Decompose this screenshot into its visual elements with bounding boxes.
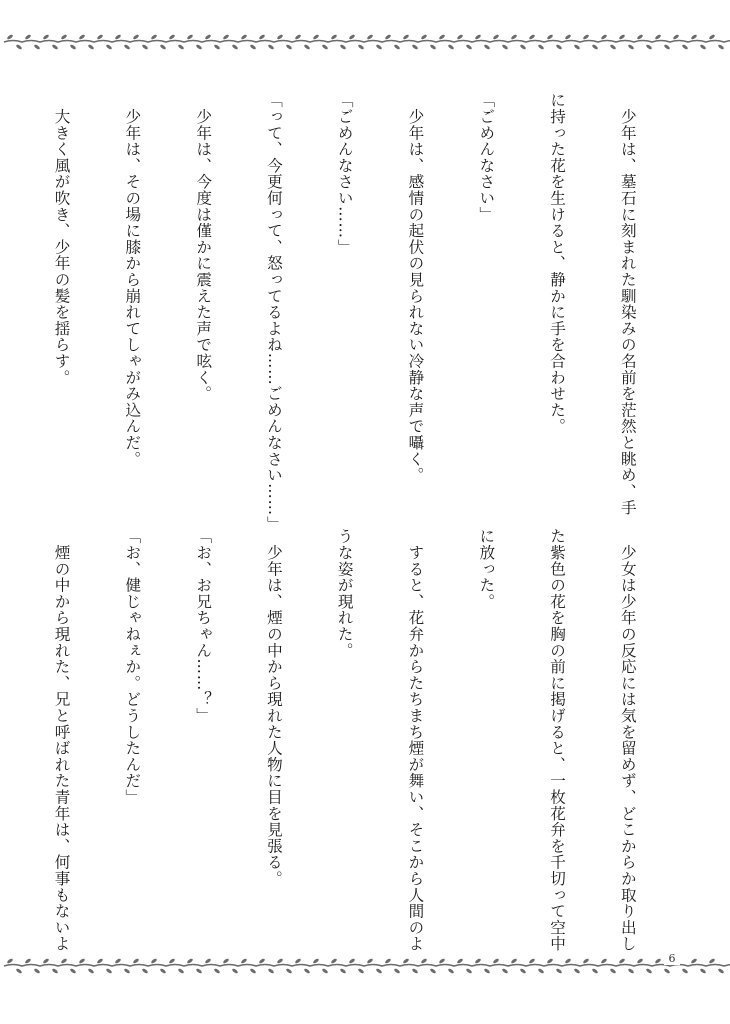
vine-leaf bbox=[357, 968, 364, 974]
vine-leaf bbox=[393, 968, 400, 974]
text-line: 「お、健じゃねぇか。どうしたんだ」 bbox=[123, 528, 142, 806]
vine-leaf bbox=[339, 968, 346, 974]
vine-leaf bbox=[465, 968, 472, 974]
vine-leaf bbox=[303, 44, 310, 50]
text-line: 「って、今更何って、怒ってるよね……ごめんなさい……」 bbox=[264, 92, 283, 533]
vine-leaf bbox=[258, 958, 265, 964]
vine-leaf bbox=[708, 34, 715, 40]
upper-text-block bbox=[52, 92, 686, 533]
vine-leaf bbox=[42, 34, 49, 40]
vine-leaf bbox=[528, 34, 535, 40]
vine-leaf bbox=[303, 968, 310, 974]
vine-leaf bbox=[384, 958, 391, 964]
vine-leaf bbox=[114, 958, 121, 964]
vine-leaf bbox=[42, 958, 49, 964]
vine-leaf bbox=[285, 44, 292, 50]
vine-leaf bbox=[591, 968, 598, 974]
text-line: 「お、お兄ちゃん……？」 bbox=[194, 528, 213, 724]
vine-leaf bbox=[699, 44, 706, 50]
vine-leaf bbox=[447, 44, 454, 50]
vine-leaf bbox=[330, 34, 337, 40]
vine-leaf bbox=[366, 34, 373, 40]
text-line: 少年は、感情の起伏の見られない冷静な声で囁く。 bbox=[406, 92, 425, 484]
vine-leaf bbox=[186, 34, 193, 40]
vine-leaf bbox=[681, 968, 688, 974]
top-vine-border bbox=[0, 30, 730, 54]
vine-leaf bbox=[429, 44, 436, 50]
vine-leaf bbox=[663, 44, 670, 50]
vine-leaf bbox=[123, 44, 130, 50]
text-line: 少女は少年の反応には気を留めず、どこからか取り出し bbox=[618, 528, 637, 952]
vine-leaf bbox=[231, 968, 238, 974]
vine-leaf bbox=[474, 34, 481, 40]
text-line: 少年は、今度は僅かに震えた声で呟く。 bbox=[194, 92, 213, 402]
vine-leaf bbox=[555, 968, 562, 974]
vine-leaf bbox=[456, 958, 463, 964]
vine-leaf bbox=[231, 44, 238, 50]
vine-leaf bbox=[276, 958, 283, 964]
vine-leaf bbox=[402, 958, 409, 964]
vine-leaf bbox=[663, 968, 670, 974]
vine-leaf bbox=[51, 968, 58, 974]
vine-leaf bbox=[528, 958, 535, 964]
vine-leaf bbox=[159, 44, 166, 50]
vine-leaf bbox=[168, 958, 175, 964]
vine-leaf bbox=[564, 34, 571, 40]
vine-leaf bbox=[195, 968, 202, 974]
vine-leaf bbox=[645, 44, 652, 50]
vine-leaf bbox=[240, 958, 247, 964]
vine-leaf bbox=[177, 44, 184, 50]
text-line: 「ごめんなさい」 bbox=[477, 92, 496, 223]
text-line: た紫色の花を胸の前に掲げると、一枚花弁を千切って空中 bbox=[548, 528, 567, 952]
vine-leaf bbox=[33, 44, 40, 50]
vine-leaf bbox=[510, 34, 517, 40]
vine-leaf bbox=[150, 958, 157, 964]
vine-leaf bbox=[717, 968, 724, 974]
vine-leaf bbox=[213, 44, 220, 50]
vine-leaf bbox=[177, 968, 184, 974]
vine-leaf bbox=[492, 34, 499, 40]
text-line: 少年は、煙の中から現れた人物に目を見張る。 bbox=[264, 528, 283, 887]
vine-leaf bbox=[60, 958, 67, 964]
vine-leaf bbox=[483, 44, 490, 50]
vine-leaf bbox=[6, 34, 13, 40]
lower-text-block bbox=[52, 528, 686, 952]
text-line bbox=[0, 92, 2, 506]
vine-leaf bbox=[483, 968, 490, 974]
vine-leaf bbox=[33, 968, 40, 974]
vine-leaf bbox=[348, 34, 355, 40]
vine-leaf bbox=[267, 44, 274, 50]
text-line bbox=[0, 528, 2, 938]
vine-leaf bbox=[690, 958, 697, 964]
vine-leaf bbox=[465, 44, 472, 50]
text-line: に放った。 bbox=[477, 528, 496, 610]
vine-leaf bbox=[564, 958, 571, 964]
vine-leaf bbox=[96, 958, 103, 964]
vine-leaf bbox=[132, 958, 139, 964]
vine-leaf bbox=[105, 44, 112, 50]
vine-leaf bbox=[141, 44, 148, 50]
text-line: 「ごめんなさい……」 bbox=[335, 92, 354, 255]
vine-leaf bbox=[609, 968, 616, 974]
vine-leaf bbox=[159, 968, 166, 974]
vine-leaf bbox=[69, 968, 76, 974]
vine-leaf bbox=[618, 34, 625, 40]
text-line: に持った花を生けると、静かに手を合わせた。 bbox=[548, 92, 567, 435]
vine-leaf bbox=[636, 958, 643, 964]
vine-leaf bbox=[78, 958, 85, 964]
vine-leaf bbox=[24, 34, 31, 40]
vine-leaf bbox=[438, 958, 445, 964]
vine-leaf bbox=[249, 968, 256, 974]
vine-leaf bbox=[366, 958, 373, 964]
vine-leaf bbox=[267, 968, 274, 974]
vine-leaf bbox=[627, 968, 634, 974]
vine-leaf bbox=[627, 44, 634, 50]
vine-leaf bbox=[312, 34, 319, 40]
vine-stem bbox=[4, 965, 730, 967]
page-number: 6 bbox=[664, 952, 680, 965]
vine-leaf bbox=[501, 968, 508, 974]
vine-leaf bbox=[330, 958, 337, 964]
vine-leaf bbox=[573, 44, 580, 50]
vine-leaf bbox=[618, 958, 625, 964]
vine-leaf bbox=[636, 34, 643, 40]
vine-leaf bbox=[474, 958, 481, 964]
vine-leaf bbox=[105, 968, 112, 974]
vine-leaf bbox=[6, 958, 13, 964]
vine-leaf bbox=[51, 44, 58, 50]
vine-leaf bbox=[87, 968, 94, 974]
vine-leaf bbox=[654, 34, 661, 40]
vine-leaf bbox=[114, 34, 121, 40]
vine-leaf bbox=[285, 968, 292, 974]
vine-leaf bbox=[420, 34, 427, 40]
vine-leaf bbox=[240, 34, 247, 40]
vine-leaf bbox=[222, 34, 229, 40]
vine-leaf bbox=[375, 968, 382, 974]
vine-leaf bbox=[672, 34, 679, 40]
vine-leaf bbox=[510, 958, 517, 964]
vine-leaf bbox=[375, 44, 382, 50]
vine-leaf bbox=[312, 958, 319, 964]
vine-leaf bbox=[204, 34, 211, 40]
vine-leaf bbox=[402, 34, 409, 40]
vine-leaf bbox=[24, 958, 31, 964]
vine-leaf bbox=[204, 958, 211, 964]
vine-leaf bbox=[582, 34, 589, 40]
vine-leaf bbox=[213, 968, 220, 974]
vine-leaf bbox=[222, 958, 229, 964]
vine-leaf bbox=[600, 34, 607, 40]
vine-leaf bbox=[519, 968, 526, 974]
vine-leaf bbox=[537, 44, 544, 50]
text-line: 煙の中から現れた、兄と呼ばれた青年は、何事もないよ bbox=[52, 528, 71, 952]
vine-leaf bbox=[276, 34, 283, 40]
vine-leaf bbox=[492, 958, 499, 964]
vine-leaf bbox=[537, 968, 544, 974]
vine-leaf bbox=[690, 34, 697, 40]
vine-leaf bbox=[429, 968, 436, 974]
bottom-vine-border bbox=[0, 954, 730, 978]
vine-leaf bbox=[78, 34, 85, 40]
vine-leaf bbox=[573, 968, 580, 974]
vine-leaf bbox=[654, 958, 661, 964]
vine-leaf bbox=[438, 34, 445, 40]
vine-leaf bbox=[249, 44, 256, 50]
vine-leaf bbox=[150, 34, 157, 40]
vine-leaf bbox=[357, 44, 364, 50]
vine-leaf bbox=[339, 44, 346, 50]
vine-leaf bbox=[519, 44, 526, 50]
vine-leaf bbox=[609, 44, 616, 50]
vine-leaf bbox=[546, 958, 553, 964]
vine-leaf bbox=[321, 44, 328, 50]
vine-leaf bbox=[384, 34, 391, 40]
vine-leaf bbox=[195, 44, 202, 50]
vine-leaf bbox=[600, 958, 607, 964]
vine-leaf bbox=[15, 968, 22, 974]
text-line: 少年は、墓石に刻まれた馴染みの名前を茫然と眺め、手 bbox=[618, 92, 637, 516]
vine-leaf bbox=[393, 44, 400, 50]
vine-leaf bbox=[96, 34, 103, 40]
vine-leaf bbox=[546, 34, 553, 40]
vine-leaf bbox=[123, 968, 130, 974]
vine-leaf bbox=[15, 44, 22, 50]
vine-leaf bbox=[132, 34, 139, 40]
vine-leaf bbox=[69, 44, 76, 50]
text-line: うな姿が現れた。 bbox=[335, 528, 354, 659]
vine-leaf bbox=[168, 34, 175, 40]
vine-leaf bbox=[87, 44, 94, 50]
vine-leaf bbox=[555, 44, 562, 50]
vine-leaf bbox=[501, 44, 508, 50]
vine-leaf bbox=[411, 44, 418, 50]
vine-leaf bbox=[60, 34, 67, 40]
vine-leaf bbox=[447, 968, 454, 974]
vine-leaf bbox=[456, 34, 463, 40]
vine-leaf bbox=[708, 958, 715, 964]
vine-leaf bbox=[699, 968, 706, 974]
vine-stem bbox=[4, 41, 730, 43]
vine-leaf bbox=[348, 958, 355, 964]
text-line: すると、花弁からたちまち煙が舞い、そこから人間のよ bbox=[406, 528, 425, 952]
vine-leaf bbox=[321, 968, 328, 974]
vine-leaf bbox=[591, 44, 598, 50]
vine-leaf bbox=[294, 958, 301, 964]
vine-leaf bbox=[186, 958, 193, 964]
vine-leaf bbox=[717, 44, 724, 50]
vine-leaf bbox=[645, 968, 652, 974]
text-line: 少年は、その場に膝から崩れてしゃがみ込んだ。 bbox=[123, 92, 142, 467]
vine-leaf bbox=[411, 968, 418, 974]
text-line: 大きく風が吹き、少年の髪を揺らす。 bbox=[52, 92, 71, 386]
vine-leaf bbox=[294, 34, 301, 40]
vine-leaf bbox=[141, 968, 148, 974]
vine-leaf bbox=[258, 34, 265, 40]
vine-leaf bbox=[420, 958, 427, 964]
vine-leaf bbox=[582, 958, 589, 964]
vine-leaf bbox=[681, 44, 688, 50]
